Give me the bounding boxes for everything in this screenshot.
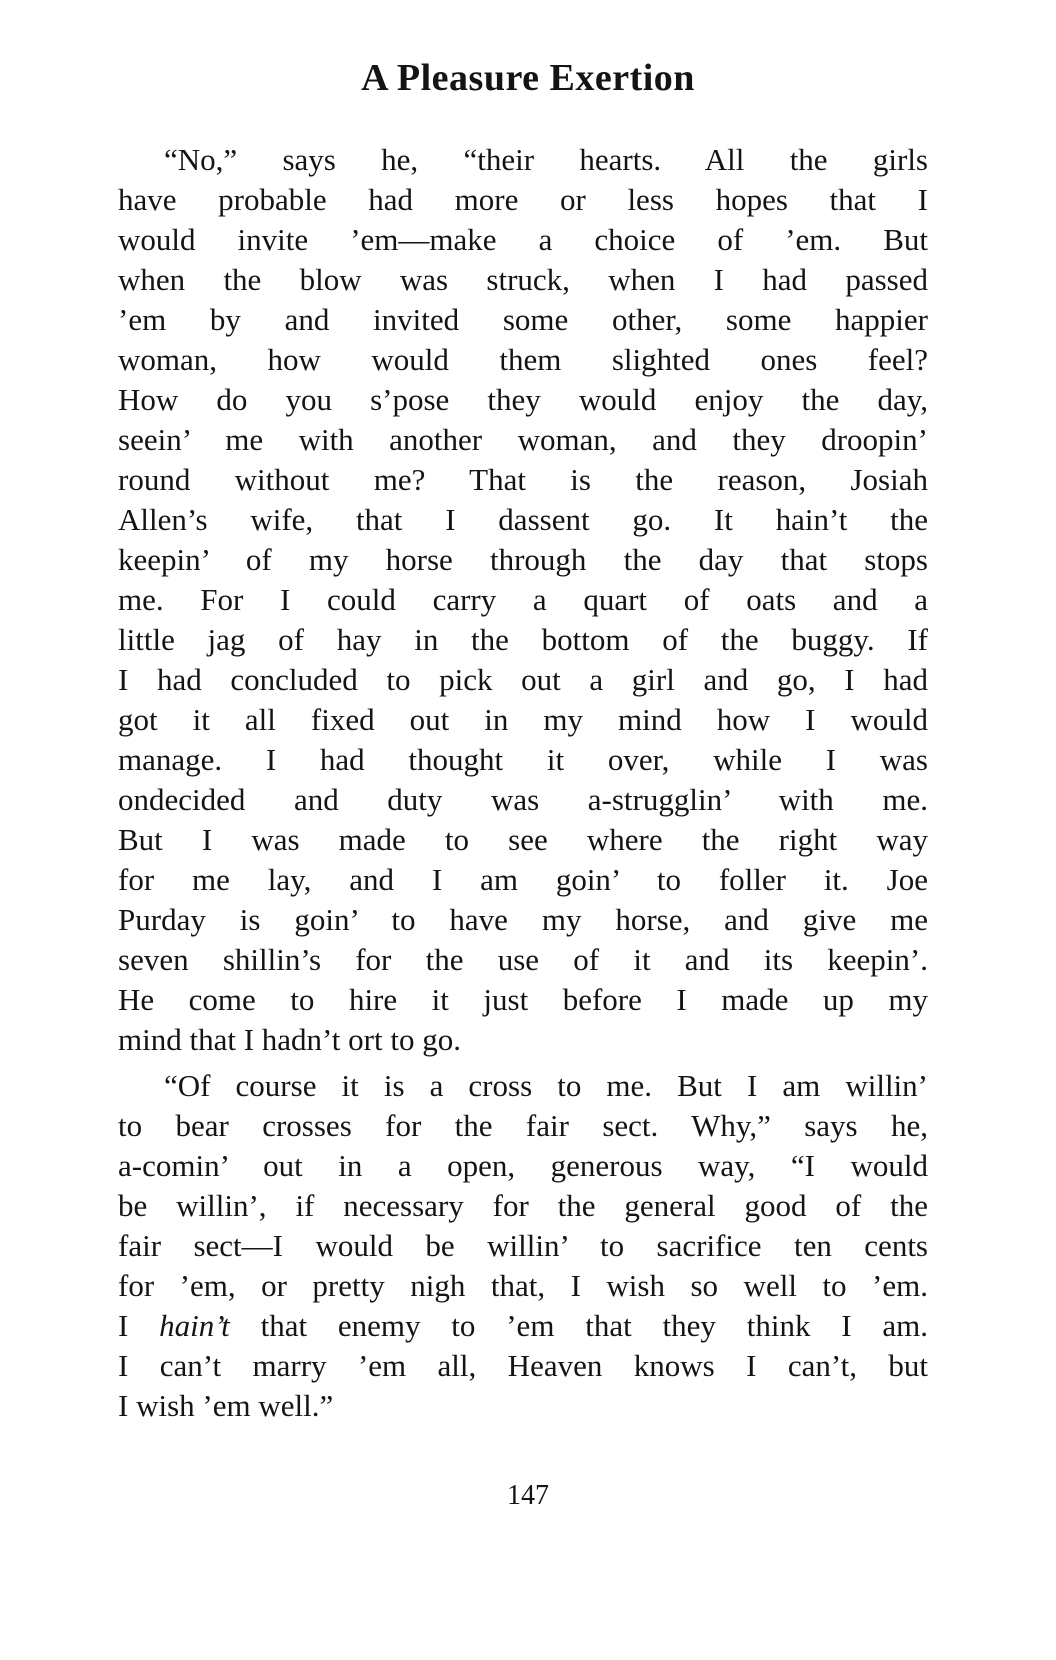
text-line: for ’em, or pretty nigh that, I wish so well to ’em. [118,1268,928,1303]
text-line: round without me? That is the reason, Josiah [118,462,928,497]
text-line: ondecided and duty was a-strugglin’ with me. [118,782,928,817]
text-line: be willin’, if necessary for the general good of the [118,1188,928,1223]
text-line: have probable had more or less hopes that I [118,182,928,217]
text-line: But I was made to see where the right way [118,822,928,857]
text-line: got it all fixed out in my mind how I would [118,702,928,737]
text-fragment: that enemy to ’em that they think I am. [229,1308,929,1343]
emphasis-word: hain’t [159,1308,230,1343]
running-head-title: A Pleasure Exertion [361,57,695,99]
text-line-with-emphasis [118,1306,928,1346]
text-line: woman, how would them slighted ones feel? [118,342,928,377]
text-line: for me lay, and I am goin’ to foller it. Joe [118,862,928,897]
text-line: He come to hire it just before I made up my [118,982,928,1017]
text-line: a-comin’ out in a open, generous way, “I would [118,1148,928,1183]
text-line: mind that I hadn’t ort to go. [118,1022,461,1057]
text-line: I wish ’em well.” [118,1388,334,1423]
text-line: little jag of hay in the bottom of the buggy. If [118,622,928,657]
text-line: manage. I had thought it over, while I was [118,742,928,777]
text-line: seein’ me with another woman, and they droopin’ [118,422,928,457]
text-line: How do you s’pose they would enjoy the day, [118,382,928,417]
text-fragment: I [118,1308,160,1343]
text-line: me. For I could carry a quart of oats and a [118,582,928,617]
paragraph [118,140,928,1060]
text-line: “No,” says he, “their hearts. All the girls [164,142,928,177]
text-line: ’em by and invited some other, some happier [118,302,928,337]
body-text [118,140,928,1426]
text-line: would invite ’em—make a choice of ’em. But [118,222,928,257]
text-line: Allen’s wife, that I dassent go. It hain’t the [118,502,928,537]
paragraph [118,1066,928,1426]
text-line: Purday is goin’ to have my horse, and give me [118,902,928,937]
text-line: I had concluded to pick out a girl and go, I had [118,662,928,697]
text-line: when the blow was struck, when I had passed [118,262,928,297]
text-line: seven shillin’s for the use of it and its keepin’. [118,942,928,977]
text-line: keepin’ of my horse through the day that stops [118,542,928,577]
text-line: to bear crosses for the fair sect. Why,” says he, [118,1108,928,1143]
text-line: “Of course it is a cross to me. But I am willin’ [164,1068,928,1103]
text-line: fair sect—I would be willin’ to sacrifice ten cents [118,1228,928,1263]
text-line: I can’t marry ’em all, Heaven knows I can’t, but [118,1348,928,1383]
page-number: 147 [507,1480,549,1511]
